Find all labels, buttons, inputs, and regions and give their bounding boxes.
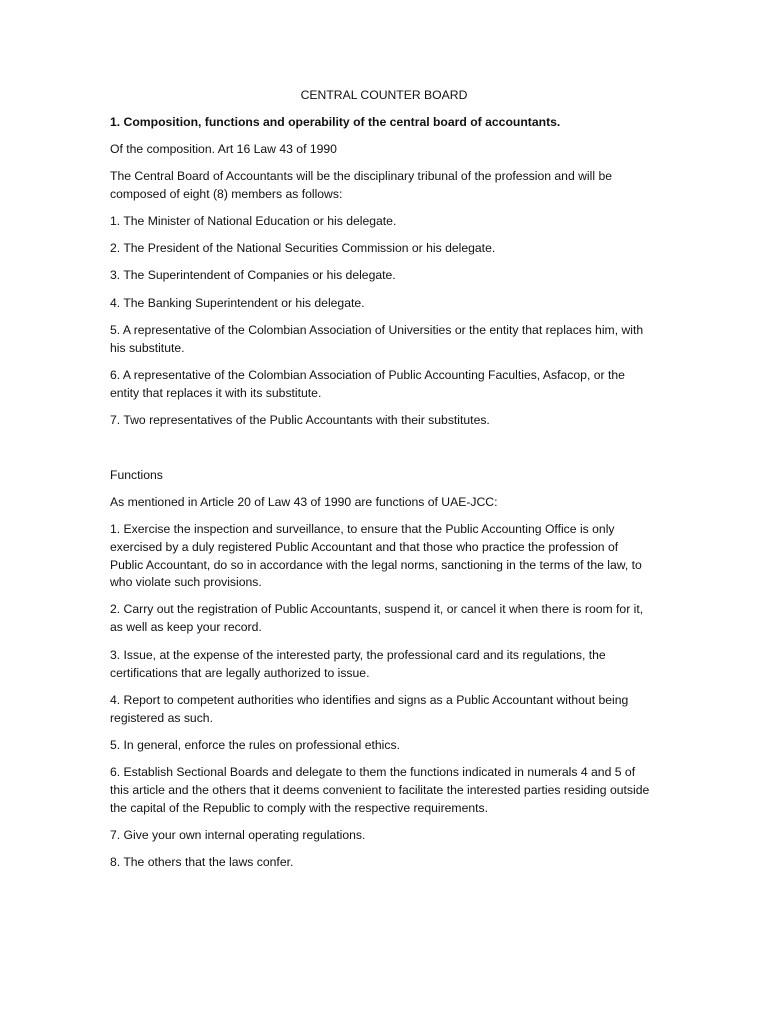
section-heading: 1. Composition, functions and operability of the central board of accountants. [110,115,561,129]
functions-intro: As mentioned in Article 20 of Law 43 of 1990 are functions of UAE-JCC: [110,495,498,509]
function-item: 2. Carry out the registration of Public Accountants, suspend it, or cancel it when there is room for it, as well as keep your record. [110,602,644,634]
function-item: 5. In general, enforce the rules on professional ethics. [110,738,400,752]
functions-heading: Functions [110,468,163,482]
member-item: 7. Two representatives of the Public Accountants with their substitutes. [110,413,490,427]
member-item: 6. A representative of the Colombian Association of Public Accounting Faculties, Asfacop, or the entity that replaces it with its substitute. [110,368,625,400]
function-item: 1. Exercise the inspection and surveillance, to ensure that the Public Accounting Office is only exercised by a duly registered Public Accountant and that those who practice the profession of Public Accountant, do so in accordance with the legal norms, sanctioning in the terms of the law, to who violate such provisions. [110,522,642,590]
function-item: 7. Give your own internal operating regulations. [110,828,366,842]
composition-intro: The Central Board of Accountants will be the disciplinary tribunal of the profession and will be composed of eight (8) members as follows: [110,169,612,201]
member-item: 2. The President of the National Securities Commission or his delegate. [110,241,496,255]
member-item: 1. The Minister of National Education or his delegate. [110,214,397,228]
function-item: 3. Issue, at the expense of the interested party, the professional card and its regulations, the certifications that are legally authorized to issue. [110,648,606,680]
document-title: CENTRAL COUNTER BOARD [300,88,468,102]
member-item: 5. A representative of the Colombian Association of Universities or the entity that replaces him, with his substitute. [110,323,644,355]
function-item: 8. The others that the laws confer. [110,855,294,869]
member-item: 3. The Superintendent of Companies or his delegate. [110,268,396,282]
function-item: 4. Report to competent authorities who identifies and signs as a Public Accountant without being registered as such. [110,693,629,725]
function-item: 6. Establish Sectional Boards and delegate to them the functions indicated in numerals 4 and 5 of this article and the others that it deems convenient to facilitate the interested parties residing outside the capital of the Republic to comply with the respective requirements. [110,765,650,815]
composition-reference: Of the composition. Art 16 Law 43 of 1990 [110,142,337,156]
member-item: 4. The Banking Superintendent or his delegate. [110,296,365,310]
